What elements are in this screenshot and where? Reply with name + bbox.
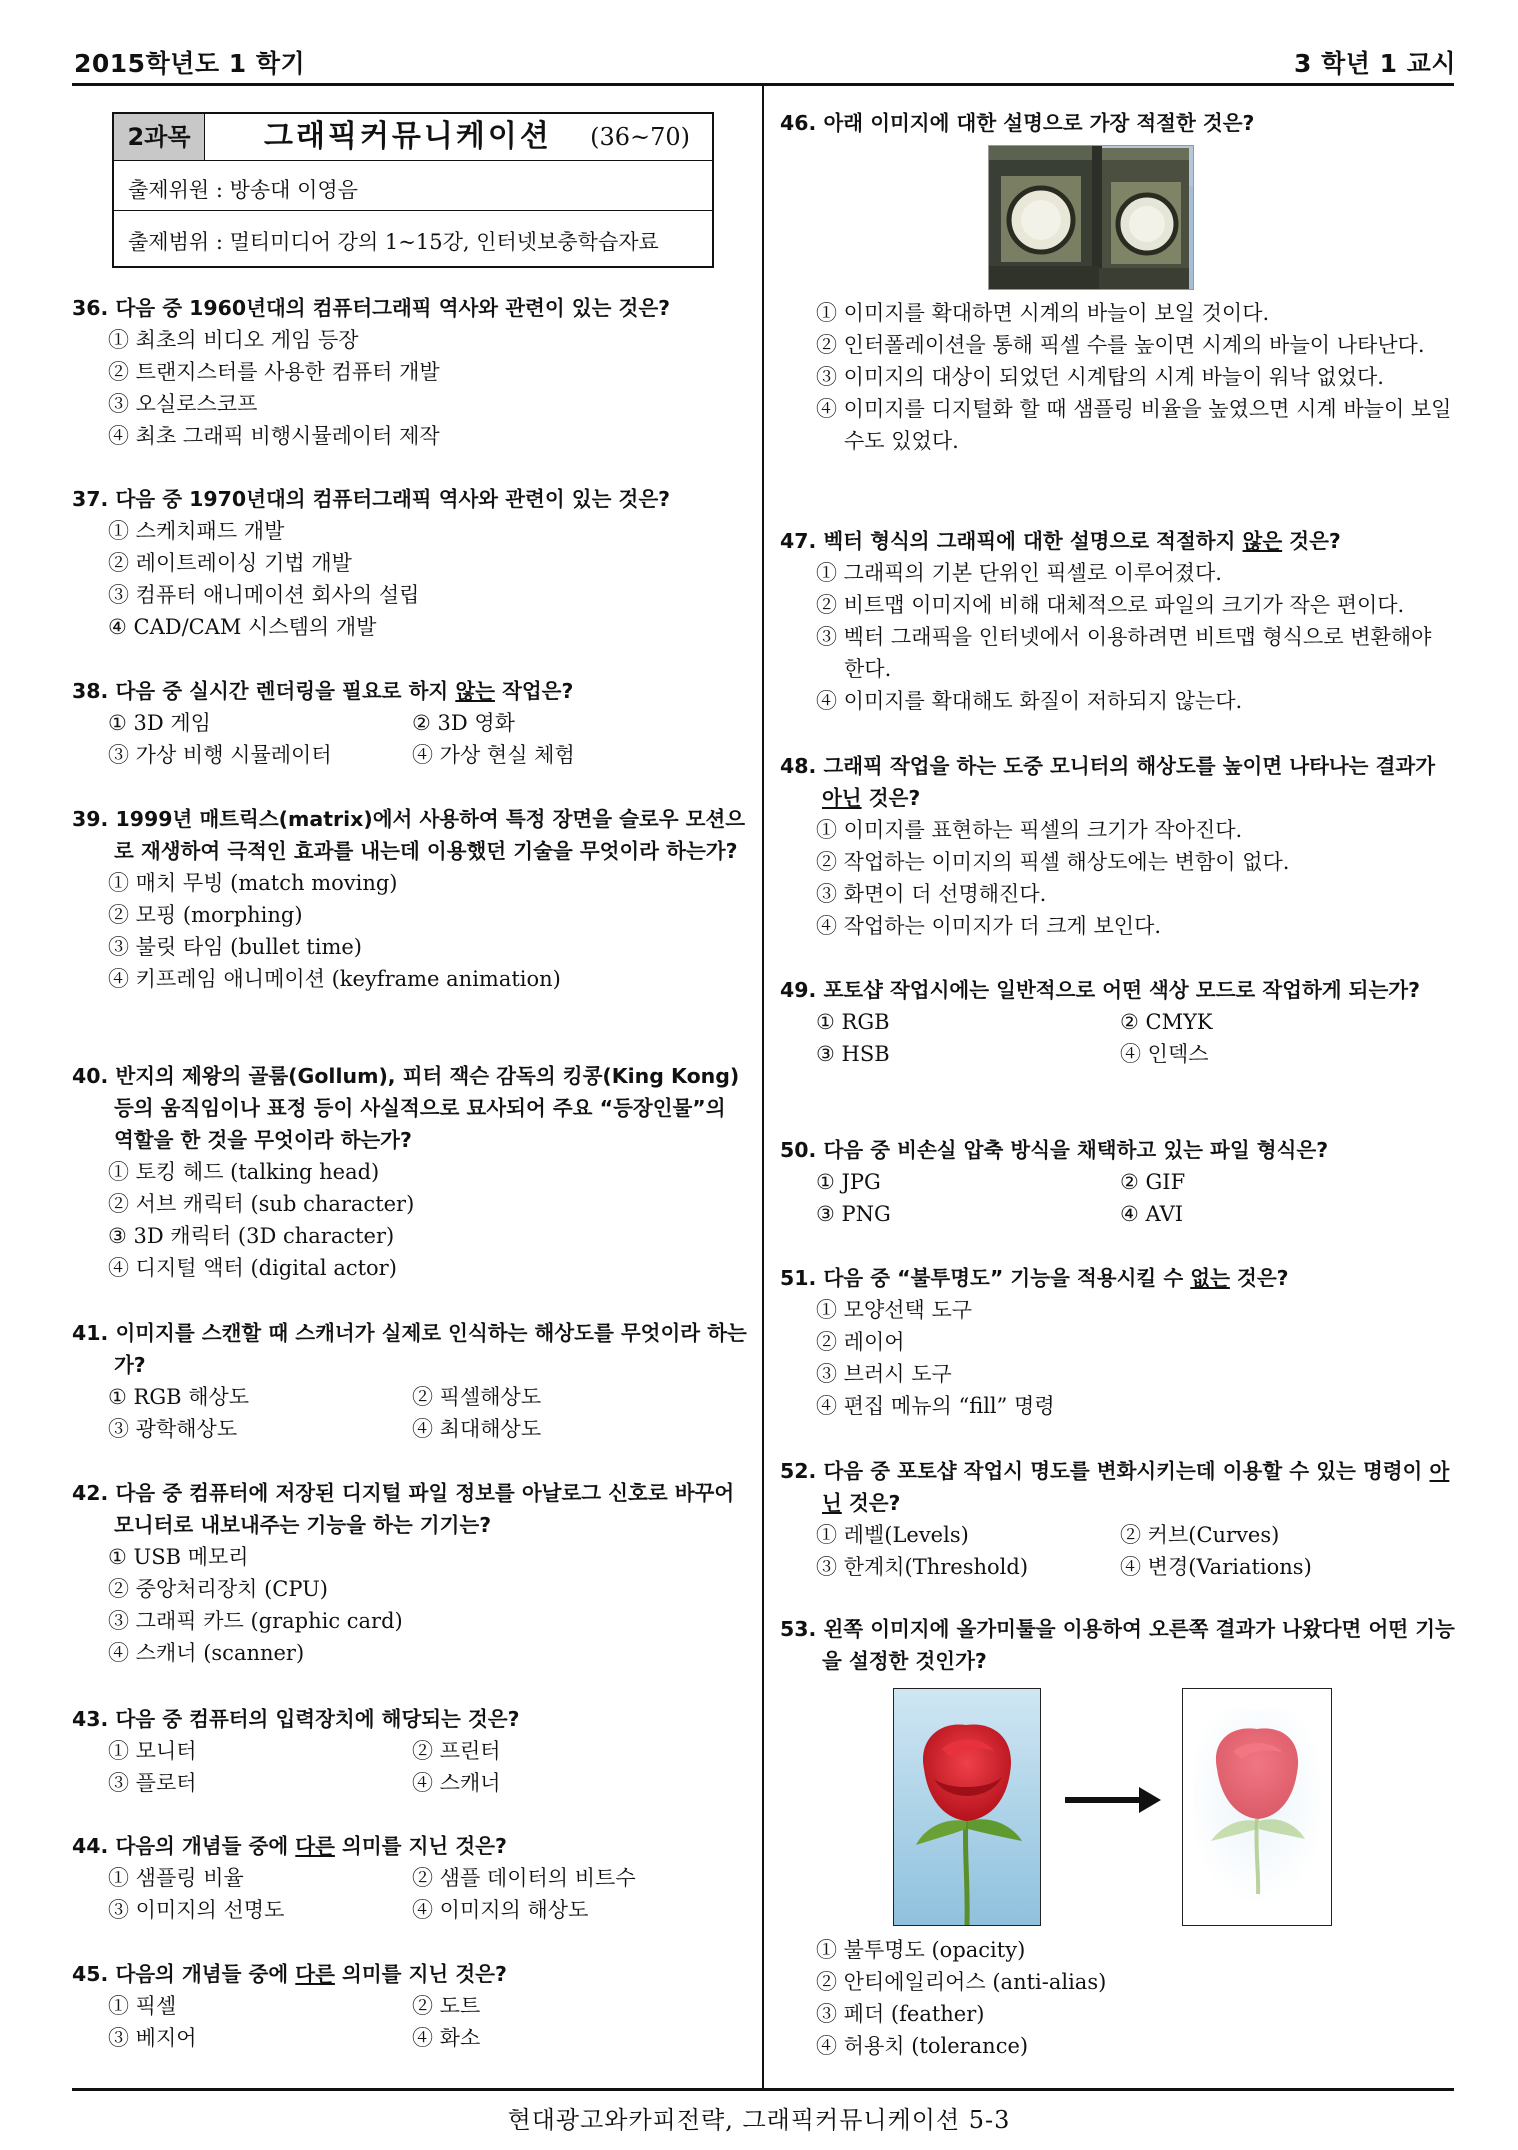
question-44 xyxy=(72,1830,752,1926)
question-text: 40. 반지의 제왕의 골룸(Gollum), 피터 잭슨 감독의 킹콩(King Kong) 등의 움직임이나 표정 등이 사실적으로 묘사되어 주요 “등장인물”의 역할을 한 것을 무엇이라 하는가? xyxy=(72,1064,740,1152)
option-4[interactable]: ④ 스캐너 (scanner) xyxy=(108,1641,305,1665)
question-36 xyxy=(72,292,752,452)
option-2[interactable]: ② 샘플 데이터의 비트수 xyxy=(412,1866,636,1890)
question-text: 52. 다음 중 포토샵 작업시 명도를 변화시키는데 이용할 수 있는 명령이 아닌 것은? xyxy=(780,1459,1450,1515)
option-1[interactable]: ① 이미지를 표현하는 픽셀의 크기가 작아진다. xyxy=(816,818,1243,842)
option-3[interactable]: ③ 이미지의 대상이 되었던 시계탑의 시계 바늘이 워낙 없었다. xyxy=(816,365,1384,389)
question-53-options xyxy=(780,1934,1456,2062)
option-4[interactable]: ④ 이미지의 해상도 xyxy=(412,1898,589,1922)
question-text: 50. 다음 중 비손실 압축 방식을 채택하고 있는 파일 형식은? xyxy=(780,1138,1329,1162)
emphasis: 다른 xyxy=(295,1834,335,1858)
option-4[interactable]: ④ 작업하는 이미지가 더 크게 보인다. xyxy=(816,914,1162,938)
option-3[interactable]: ③ 컴퓨터 애니메이션 회사의 설립 xyxy=(108,583,420,607)
option-3[interactable]: ③ 플로터 xyxy=(108,1771,197,1795)
page-footer: 현대광고와카피전략, 그래픽커뮤니케이션 5-3 xyxy=(507,2106,1011,2134)
option-3[interactable]: ③ 불릿 타임 (bullet time) xyxy=(108,935,362,959)
option-4[interactable]: ④ 이미지를 확대해도 화질이 저하되지 않는다. xyxy=(816,689,1243,713)
question-52 xyxy=(780,1455,1456,1583)
bottom-rule xyxy=(72,2088,1454,2091)
exam-grade-period: 3 학년 1 교시 xyxy=(1293,49,1456,78)
option-1[interactable]: ① 매치 무빙 (match moving) xyxy=(108,871,398,895)
option-3[interactable]: ③ HSB xyxy=(816,1042,890,1066)
option-3[interactable]: ③ 베지어 xyxy=(108,2026,197,2050)
question-text: 46. 아래 이미지에 대한 설명으로 가장 적절한 것은? xyxy=(780,111,1255,135)
emphasis: 않는 xyxy=(455,679,495,703)
question-49 xyxy=(780,974,1456,1070)
option-1[interactable]: ① 픽셀 xyxy=(108,1994,177,2018)
option-1[interactable]: ① 모양선택 도구 xyxy=(816,1298,973,1322)
subject-code: 2과목 xyxy=(114,114,205,160)
option-3[interactable]: ③ PNG xyxy=(816,1202,891,1226)
question-37 xyxy=(72,483,752,643)
option-2[interactable]: ② 작업하는 이미지의 픽셀 해상도에는 변함이 없다. xyxy=(816,850,1290,874)
option-1[interactable]: ① 최초의 비디오 게임 등장 xyxy=(108,328,359,352)
option-4[interactable]: ④ 편집 메뉴의 “fill” 명령 xyxy=(816,1394,1055,1418)
subject-range: (36~70) xyxy=(590,123,690,151)
rose-image-original xyxy=(893,1688,1041,1926)
option-4[interactable]: ④ 인덱스 xyxy=(1120,1042,1209,1066)
option-2[interactable]: ② 3D 영화 xyxy=(412,711,515,735)
option-3[interactable]: ③ 그래픽 카드 (graphic card) xyxy=(108,1609,403,1633)
option-3[interactable]: ③ 화면이 더 선명해진다. xyxy=(816,882,1047,906)
option-4[interactable]: ④ 변경(Variations) xyxy=(1120,1555,1312,1579)
question-text: 41. 이미지를 스캔할 때 스캐너가 실제로 인식하는 해상도를 무엇이라 하는가? xyxy=(72,1321,747,1377)
question-text: 48. 그래픽 작업을 하는 도중 모니터의 해상도를 높이면 나타나는 결과가 아닌 것은? xyxy=(780,754,1436,810)
question-text: 44. 다음의 개념들 중에 다른 의미를 지닌 것은? xyxy=(72,1834,507,1858)
option-1[interactable]: ① 샘플링 비율 xyxy=(108,1866,244,1890)
question-text: 51. 다음 중 “불투명도” 기능을 적용시킬 수 없는 것은? xyxy=(780,1266,1289,1290)
question-51 xyxy=(780,1262,1456,1422)
exam-term: 2015학년도 1 학기 xyxy=(74,49,306,78)
column-divider xyxy=(762,83,764,2088)
option-2[interactable]: ② 안티에일리어스 (anti-alias) xyxy=(816,1970,1107,1994)
question-text: 36. 다음 중 1960년대의 컴퓨터그래픽 역사와 관련이 있는 것은? xyxy=(72,296,671,320)
option-1[interactable]: ① 모니터 xyxy=(108,1739,197,1763)
question-text: 38. 다음 중 실시간 렌더링을 필요로 하지 않는 작업은? xyxy=(72,679,574,703)
question-text: 42. 다음 중 컴퓨터에 저장된 디지털 파일 정보를 아날로그 신호로 바꾸어 모니터로 내보내주는 기능을 하는 기기는? xyxy=(72,1481,735,1537)
option-4[interactable]: ④ 디지털 액터 (digital actor) xyxy=(108,1256,397,1280)
option-2[interactable]: ② 비트맵 이미지에 비해 대체적으로 파일의 크기가 작은 편이다. xyxy=(816,593,1405,617)
emphasis: 아닌 xyxy=(822,1459,1450,1515)
question-45 xyxy=(72,1958,752,2054)
option-2[interactable]: ② CMYK xyxy=(1120,1010,1213,1034)
option-4[interactable]: ④ 스캐너 xyxy=(412,1771,501,1795)
emphasis: 아닌 xyxy=(822,786,862,810)
subject-title: 그래픽커뮤니케이션 xyxy=(264,119,552,154)
question-text: 45. 다음의 개념들 중에 다른 의미를 지닌 것은? xyxy=(72,1962,507,1986)
subject-author: 출제위원 : 방송대 이영음 xyxy=(128,178,358,202)
option-4[interactable]: ④ 최대해상도 xyxy=(412,1417,542,1441)
question-text: 49. 포토샵 작업시에는 일반적으로 어떤 색상 모드로 작업하게 되는가? xyxy=(780,978,1420,1002)
option-4[interactable]: ④ AVI xyxy=(1120,1202,1184,1226)
arrow-icon xyxy=(1063,1785,1163,1815)
question-text: 37. 다음 중 1970년대의 컴퓨터그래픽 역사와 관련이 있는 것은? xyxy=(72,487,671,511)
option-2[interactable]: ② 레이트레이싱 기법 개발 xyxy=(108,551,352,575)
option-1[interactable]: ① RGB xyxy=(816,1010,890,1034)
question-text: 47. 벡터 형식의 그래픽에 대한 설명으로 적절하지 않은 것은? xyxy=(780,529,1341,553)
question-50 xyxy=(780,1134,1456,1230)
option-1[interactable]: ① 그래픽의 기본 단위인 픽셀로 이루어졌다. xyxy=(816,561,1222,585)
question-47 xyxy=(780,525,1456,717)
option-4[interactable]: ④ 허용치 (tolerance) xyxy=(816,2034,1029,2058)
rose-image-feathered xyxy=(1182,1688,1332,1926)
emphasis: 다른 xyxy=(295,1962,335,1986)
question-41 xyxy=(72,1317,752,1445)
option-3[interactable]: ③ 벡터 그래픽을 인터넷에서 이용하려면 비트맵 형식으로 변환해야 한다. xyxy=(816,625,1432,681)
option-3[interactable]: ③ 가상 비행 시뮬레이터 xyxy=(108,743,332,767)
option-3[interactable]: ③ 브러시 도구 xyxy=(816,1362,952,1386)
question-46-options xyxy=(780,297,1456,457)
question-46 xyxy=(780,107,1456,139)
option-2[interactable]: ② 레이어 xyxy=(816,1330,905,1354)
option-1[interactable]: ① 이미지를 확대하면 시계의 바늘이 보일 것이다. xyxy=(816,301,1270,325)
option-1[interactable]: ① 토킹 헤드 (talking head) xyxy=(108,1160,380,1184)
option-2[interactable]: ② 모핑 (morphing) xyxy=(108,903,303,927)
option-3[interactable]: ③ 한계치(Threshold) xyxy=(816,1555,1029,1579)
emphasis: 없는 xyxy=(1190,1266,1230,1290)
option-1[interactable]: ① 스케치패드 개발 xyxy=(108,519,285,543)
option-2[interactable]: ② 프린터 xyxy=(412,1739,501,1763)
option-3[interactable]: ③ 3D 캐릭터 (3D character) xyxy=(108,1224,395,1248)
option-1[interactable]: ① 불투명도 (opacity) xyxy=(816,1938,1026,1962)
option-2[interactable]: ② 트랜지스터를 사용한 컴퓨터 개발 xyxy=(108,360,440,384)
option-3[interactable]: ③ 오실로스코프 xyxy=(108,392,258,416)
option-4[interactable]: ④ 키프레임 애니메이션 (keyframe animation) xyxy=(108,967,561,991)
subject-box xyxy=(112,112,714,268)
option-2[interactable]: ② 중앙처리장치 (CPU) xyxy=(108,1577,328,1601)
option-2[interactable]: ② 인터폴레이션을 통해 픽셀 수를 높이면 시계의 바늘이 나타난다. xyxy=(816,333,1425,357)
option-2[interactable]: ② GIF xyxy=(1120,1170,1186,1194)
question-48 xyxy=(780,750,1456,942)
option-4[interactable]: ④ 이미지를 디지털화 할 때 샘플링 비율을 높였으면 시계 바늘이 보일 수도 있었다. xyxy=(816,397,1452,453)
option-1[interactable]: ① 3D 게임 xyxy=(108,711,211,735)
option-3[interactable]: ③ 이미지의 선명도 xyxy=(108,1898,285,1922)
option-4[interactable]: ④ 화소 xyxy=(412,2026,481,2050)
option-1[interactable]: ① USB 메모리 xyxy=(108,1545,249,1569)
option-1[interactable]: ① JPG xyxy=(816,1170,881,1194)
question-42 xyxy=(72,1477,752,1669)
option-2[interactable]: ② 도트 xyxy=(412,1994,481,2018)
question-text: 43. 다음 중 컴퓨터의 입력장치에 해당되는 것은? xyxy=(72,1707,520,1731)
question-38 xyxy=(72,675,752,771)
clock-tower-image xyxy=(988,145,1194,290)
question-text: 53. 왼쪽 이미지에 올가미툴을 이용하여 오른쪽 결과가 나왔다면 어떤 기능을 설정한 것인가? xyxy=(780,1617,1455,1673)
question-text: 39. 1999년 매트릭스(matrix)에서 사용하여 특정 장면을 슬로우 모션으로 재생하여 극적인 효과를 내는데 이용했던 기술을 무엇이라 하는가? xyxy=(72,807,746,863)
question-53 xyxy=(780,1613,1456,1677)
option-4[interactable]: ④ 가상 현실 체험 xyxy=(412,743,575,767)
option-3[interactable]: ③ 페더 (feather) xyxy=(816,2002,985,2026)
question-39 xyxy=(72,803,752,995)
option-4[interactable]: ④ 최초 그래픽 비행시뮬레이터 제작 xyxy=(108,424,440,448)
emphasis: 않은 xyxy=(1242,529,1283,553)
option-4[interactable]: ④ CAD/CAM 시스템의 개발 xyxy=(108,615,377,639)
subject-scope: 출제범위 : 멀티미디어 강의 1~15강, 인터넷보충학습자료 xyxy=(128,230,659,254)
option-2[interactable]: ② 커브(Curves) xyxy=(1120,1523,1280,1547)
question-43 xyxy=(72,1703,752,1799)
option-1[interactable]: ① RGB 해상도 xyxy=(108,1385,250,1409)
option-1[interactable]: ① 레벨(Levels) xyxy=(816,1523,969,1547)
option-2[interactable]: ② 서브 캐릭터 (sub character) xyxy=(108,1192,415,1216)
option-2[interactable]: ② 픽셀해상도 xyxy=(412,1385,542,1409)
question-40 xyxy=(72,1060,752,1284)
option-3[interactable]: ③ 광학해상도 xyxy=(108,1417,238,1441)
